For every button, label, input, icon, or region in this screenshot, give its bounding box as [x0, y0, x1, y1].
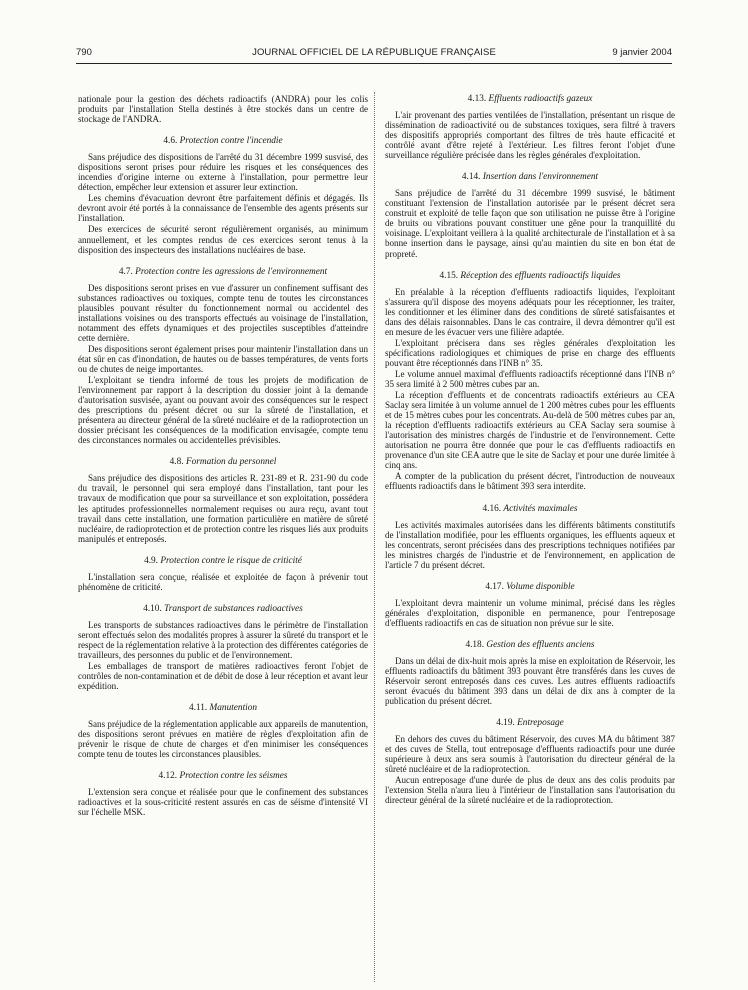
section-title: Volume disponible	[506, 581, 575, 592]
paragraph: Le volume annuel maximal d'effluents radioactifs réceptionné dans l'INB n° 35 sera limité à 2 500 mètres cubes par an.	[385, 368, 675, 389]
paragraph: Les activités maximales autorisées dans les différents bâtiments constitutifs de l'installation modifiée, pour les effluents organiques, les effluents aqueux et les concentrats, seront précisées dans des prescriptions techniques notifiées par les ministres chargés de l'industrie et de l'environnement, en application de l'article 7 du présent décret.	[385, 519, 675, 570]
section-heading-4-17	[385, 582, 675, 593]
section-heading-4-15	[385, 271, 675, 282]
paragraph: L'installation sera conçue, réalisée et exploitée de façon à prévenir tout phénomène de criticité.	[78, 571, 368, 592]
paragraph: Les emballages de transport de matières radioactives feront l'objet de contrôles de non-contamination et de débit de dose à leur réception et avant leur expédition.	[78, 660, 368, 692]
paragraph: La réception d'effluents et de concentrats radioactifs extérieurs au CEA Saclay sera limitée à un volume annuel de 1 200 mètres cubes pour les effluents et de 15 mètres cubes pour les concentrats. Au-delà de 500 mètres cubes par an, la réception d'effluents radioactifs extérieurs au CEA Saclay sera soumise à l'autorisation des ministres chargés de l'industrie et de l'environnement. Cette autorisation ne pourra être donnée que pour le cas d'effluents radioactifs en provenance d'un site CEA autre que le site de Saclay et pour une durée limitée à cinq ans.	[385, 390, 675, 471]
section-title: Protection contre les séismes	[179, 771, 288, 782]
section-number: 4.19.	[496, 718, 515, 729]
journal-title: JOURNAL OFFICIEL DE LA RÉPUBLIQUE FRANÇAISE	[252, 47, 496, 58]
section-heading-4-19	[385, 718, 675, 729]
left-column	[78, 94, 368, 818]
section-heading-4-9	[78, 556, 368, 567]
page-number: 790	[76, 47, 92, 58]
page-header	[76, 47, 672, 61]
section-title: Protection contre l'incendie	[179, 136, 283, 147]
publication-date: 9 janvier 2004	[612, 47, 672, 58]
section-heading-4-7	[78, 267, 368, 278]
paragraph: Des dispositions seront également prises pour maintenir l'installation dans un état sûr en cas d'inondation, de hautes ou de basses températures, de vents forts ou de chutes de neige importantes.	[78, 343, 368, 374]
section-number: 4.18.	[465, 639, 485, 650]
paragraph: En préalable à la réception d'effluents radioactifs liquides, l'exploitant s'assurera qu'il dispose des moyens adéquats pour les réceptionner, les traiter, les conditionner et les éliminer dans des conditions de sûreté satisfaisantes et dans des délais raisonnables. Dans le cas contraire, il devra démontrer qu'il est en mesure de les évacuer vers une filière adaptée.	[385, 286, 675, 337]
section-heading-4-12	[78, 771, 368, 782]
section-heading-4-10	[78, 604, 368, 615]
section-heading-4-6	[78, 136, 368, 147]
section-title: Manutention	[209, 703, 258, 714]
section-title: Activités maximales	[503, 503, 578, 514]
intro-paragraph: nationale pour la gestion des déchets radioactifs (ANDRA) pour les colis produits par l'installation Stella destinés à être stockés dans un centre de stockage de l'ANDRA.	[78, 94, 368, 125]
section-number: 4.6.	[163, 136, 178, 147]
paragraph: L'air provenant des parties ventilées de l'installation, présentant un risque de dissémination de radioactivité ou de substances toxiques, sera filtré à travers des dispositifs appropriés comportant des filtres de très haute efficacité et contrôlé avant d'être rejeté à l'extérieur. Les filtres feront l'objet d'une surveillance régulière précisée dans les règles générales d'exploitation.	[385, 110, 675, 161]
paragraph: L'extension sera conçue et réalisée pour que le confinement des substances radioactives et la sous-criticité restent assurés en cas de séisme d'intensité VI sur l'échelle MSK.	[78, 787, 368, 818]
paragraph: Les transports de substances radioactives dans le périmètre de l'installation seront effectués selon des modalités propres à assurer la sûreté du transport et le respect de la réglementation relative à la protection des différentes catégories de travailleurs, des personnes du public et de l'environnement.	[78, 619, 368, 660]
section-number: 4.15.	[439, 270, 459, 281]
section-heading-4-8	[78, 457, 368, 468]
section-title: Protection contre les agressions de l'environnement	[135, 266, 328, 277]
section-number: 4.10.	[143, 603, 162, 614]
section-number: 4.9.	[144, 555, 159, 566]
paragraph: L'exploitant se tiendra informé de tous les projets de modification de l'environnement par rapport à la description du dossier joint à la demande d'autorisation susvisée, ayant ou pouvant avoir des conséquences sur le respect des prescriptions du présent décret ou sur la sûreté de l'installation, et présentera au directeur général de la sûreté nucléaire et de la radioprotection un dossier précisant les conséquences de la modification envisagée, compte tenu des circonstances normales ou accidentelles prévisibles.	[78, 375, 368, 446]
paragraph: Sans préjudice des dispositions de l'arrêté du 31 décembre 1999 susvisé, des dispositions seront prises pour réduire les risques et les conséquences des incendies d'origine interne ou externe à l'installation, pour permettre leur détection, empêcher leur extension et assurer leur extinction.	[78, 152, 368, 193]
section-title: Gestion des effluents anciens	[486, 639, 595, 650]
right-column	[385, 94, 675, 806]
section-number: 4.14.	[461, 172, 481, 183]
section-title: Effluents radioactifs gazeux	[488, 94, 593, 104]
section-heading-4-11	[78, 703, 368, 714]
paragraph: Des exercices de sécurité seront régulièrement organisés, au minimum annuellement, et les comptes rendus de ces exercices seront tenus à la disposition des inspecteurs des installations nucléaires de base.	[78, 224, 368, 255]
paragraph: Sans préjudice des dispositions des articles R. 231-89 et R. 231-90 du code du travail, le personnel qui sera employé dans l'installation, tant pour les travaux de modification que pour sa surveillance et son exploitation, possédera les aptitudes professionnelles normalement requises ou aura reçu, avant tout travail dans cette installation, une formation particulière en matière de sûreté nucléaire, de radioprotection et de protection contre les risques liés aux produits manipulés et entreposés.	[78, 473, 368, 544]
section-title: Entreposage	[517, 718, 564, 729]
paragraph: Aucun entreposage d'une durée de plus de deux ans des colis produits par l'extension Stella n'aura lieu à l'intérieur de l'installation sans l'autorisation du directeur général de la sûreté nucléaire et de la radioprotection.	[385, 775, 675, 806]
paragraph: Sans préjudice de la réglementation applicable aux appareils de manutention, des dispositions seront prévues en matière de règles d'exploitation afin de prévenir le risque de chute de charges et d'en minimiser les conséquences compte tenu de toutes les circonstances plausibles.	[78, 719, 368, 760]
section-number: 4.11.	[188, 703, 208, 714]
section-heading-4-16	[385, 504, 675, 515]
paragraph: L'exploitant précisera dans ses règles générales d'exploitation les spécifications radiologiques et chimiques de prise en charge des effluents pouvant être réceptionnés dans l'INB n° 35.	[385, 337, 675, 368]
section-heading-4-14	[385, 172, 675, 183]
section-title: Réception des effluents radioactifs liquides	[460, 270, 621, 281]
paragraph: Les chemins d'évacuation devront être parfaitement définis et dégagés. Ils devront avoir été portés à la connaissance de l'ensemble des agents présents sur l'installation.	[78, 193, 368, 224]
section-title: Protection contre le risque de criticité	[160, 555, 302, 566]
paragraph: Sans préjudice de l'arrêté du 31 décembre 1999 susvisé, le bâtiment constituant l'extension de l'installation autorisée par le présent décret sera construit et exploité de telle façon que son utilisation ne puisse être à l'origine de bruits ou vibrations pouvant constituer une gêne pour la tranquillité du voisinage. L'exploitant veillera à la qualité architecturale de l'installation et à sa bonne insertion dans le paysage, ainsi qu'au maintien du site en bon état de propreté.	[385, 188, 675, 259]
paragraph: Dans un délai de dix-huit mois après la mise en exploitation de Réservoir, les effluents radioactifs du bâtiment 393 pouvant être transférés dans les cuves de Réservoir seront entreposés dans ces cuves. Les autres effluents radioactifs seront évacués du bâtiment 393 dans un délai de dix ans à compter de la publication du présent décret.	[385, 655, 675, 707]
section-number: 4.16.	[482, 503, 502, 514]
section-title: Formation du personnel	[185, 457, 277, 468]
section-title: Transport de substances radioactives	[164, 603, 303, 614]
section-number: 4.8.	[169, 457, 184, 468]
column-divider	[374, 92, 375, 982]
paragraph: A compter de la publication du présent décret, l'introduction de nouveaux effluents radioactifs dans le bâtiment 393 sera interdite.	[385, 471, 675, 492]
paragraph: L'exploitant devra maintenir un volume minimal, précisé dans les règles générales d'exploitation, disponible en permanence, pour l'entreposage d'effluents radioactifs en cas de situation non prévue sur le site.	[385, 597, 675, 628]
section-title: Insertion dans l'environnement	[482, 172, 599, 183]
section-number: 4.12.	[158, 771, 178, 782]
section-number: 4.13.	[467, 94, 487, 104]
section-number: 4.7.	[118, 266, 133, 277]
paragraph: Des dispositions seront prises en vue d'assurer un confinement suffisant des substances radioactives ou toxiques, compte tenu de toutes les circonstances plausibles pouvant résulter du fonctionnement normal ou accidentel des installations voisines ou des transports effectués au voisinage de l'installation, notamment des effets dynamiques et des projectiles susceptibles d'atteindre cette dernière.	[78, 282, 368, 343]
section-heading-4-18	[385, 640, 675, 651]
header-rule	[76, 63, 672, 64]
section-heading-4-13	[385, 94, 675, 105]
section-number: 4.17.	[485, 581, 504, 592]
paragraph: En dehors des cuves du bâtiment Réservoir, des cuves MA du bâtiment 387 et des cuves de Stella, tout entreposage d'effluents radioactifs pour une durée supérieure à deux ans sera soumis à l'autorisation du directeur général de la sûreté nucléaire et de la radioprotection.	[385, 734, 675, 775]
